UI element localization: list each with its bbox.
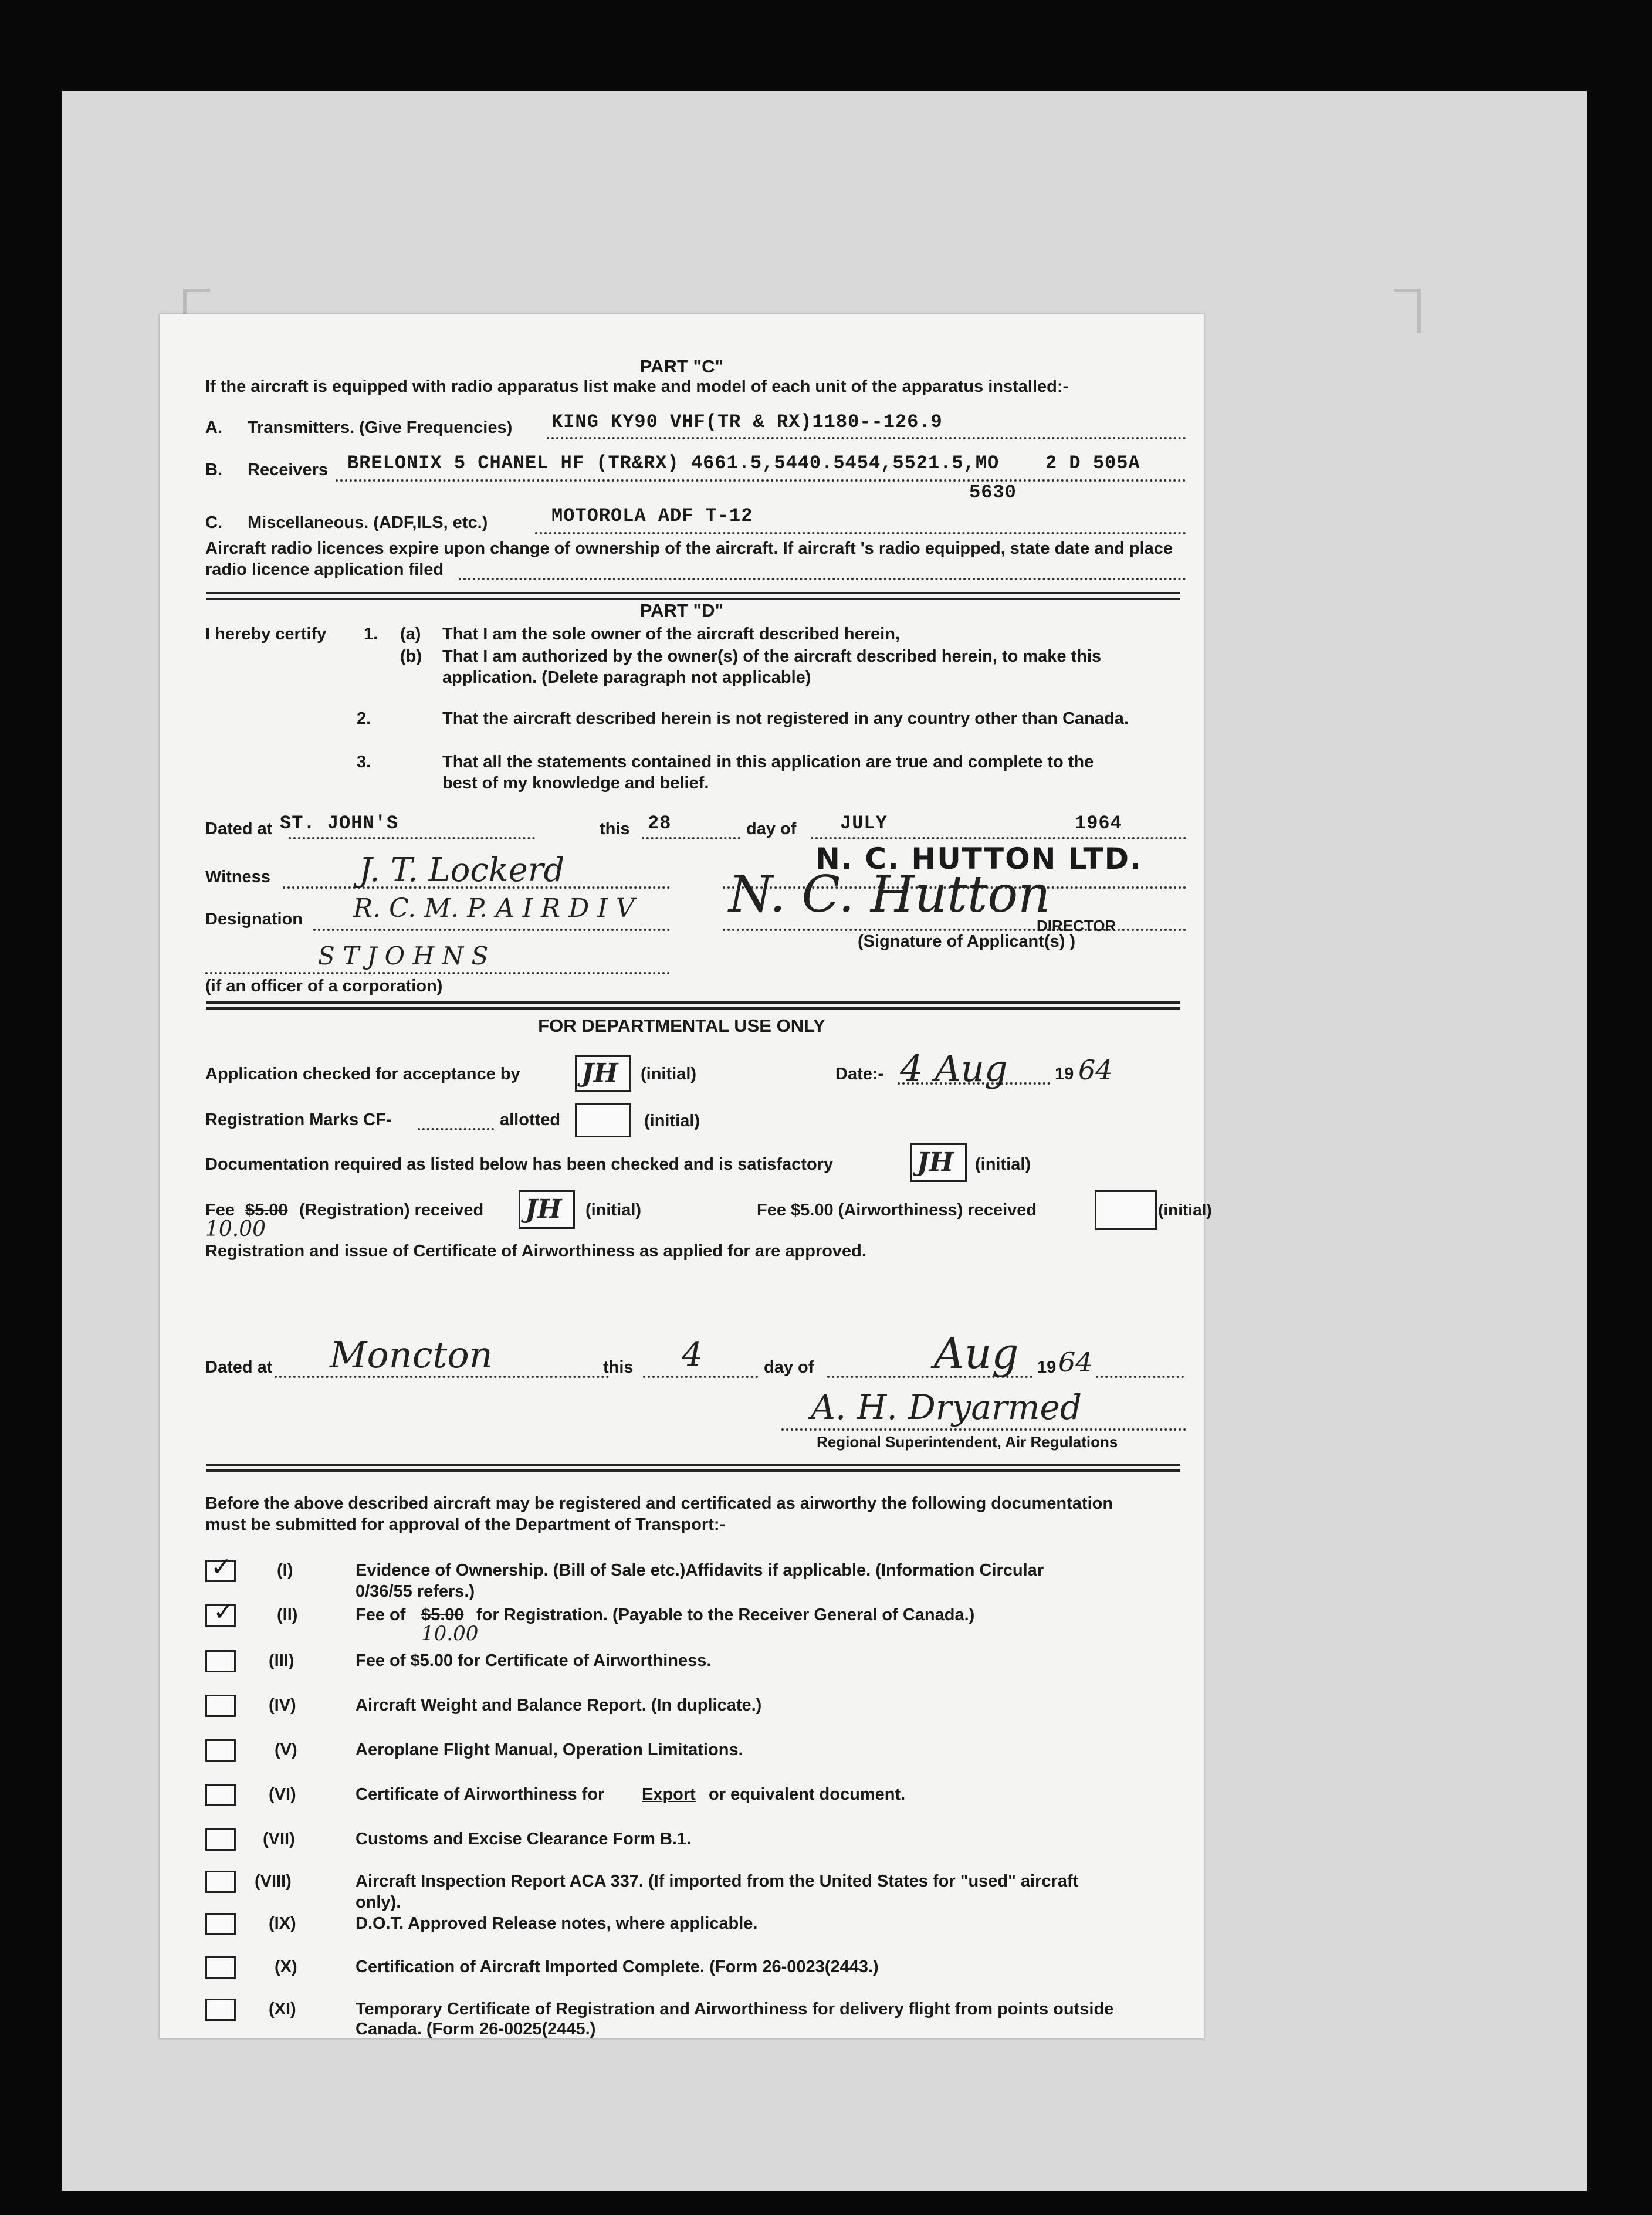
initial-label-5: (initial)	[1158, 1201, 1212, 1219]
doc-text-2b: for Registration. (Payable to the Receiver General of Canada.)	[476, 1606, 975, 1624]
doc-checkbox-8[interactable]	[205, 1871, 236, 1893]
certify-num-3: 3.	[357, 753, 371, 771]
part-d-heading: PART "D"	[639, 600, 724, 621]
fee-reg-initial-box[interactable]	[519, 1190, 575, 1229]
misc-value[interactable]: MOTOROLA ADF T-12	[551, 505, 753, 527]
doc-checkbox-11[interactable]	[205, 1999, 236, 2021]
transmitters-label: Transmitters. (Give Frequencies)	[248, 418, 513, 437]
doc-num-8: (VIII)	[255, 1872, 292, 1891]
crop-mark-right	[1394, 289, 1421, 333]
dept-year[interactable]: 64	[1058, 1346, 1093, 1378]
checked-initial-box[interactable]	[575, 1055, 631, 1092]
doc-text-1: Evidence of Ownership. (Bill of Sale etc.)Affidavits if applicable. (Information Circular	[356, 1561, 1044, 1580]
certify-1b-text-2: application. (Delete paragraph not applicable)	[442, 668, 811, 687]
date-year-prefix: 19	[1055, 1065, 1074, 1083]
transmitters-value[interactable]: KING KY90 VHF(TR & RX)1180--126.9	[551, 411, 943, 433]
docs-intro-1: Before the above described aircraft may be registered and certificated as airworthy the following documentation	[205, 1494, 1113, 1513]
doc-text-10: Certification of Aircraft Imported Complete. (Form 26-0023(2443.)	[356, 1957, 879, 1976]
reg-marks-label: Registration Marks CF-	[205, 1110, 392, 1129]
doc-fee-new[interactable]: 10.00	[421, 1622, 479, 1645]
doc-text-6b: or equivalent document.	[709, 1785, 906, 1804]
doc-text-8b: only).	[356, 1893, 401, 1912]
doc-num-1: (I)	[277, 1561, 293, 1580]
doc-fee-old: $5.00	[421, 1606, 464, 1624]
transmitters-letter: A.	[205, 418, 222, 437]
receivers-value-2[interactable]: 5630	[969, 482, 1017, 503]
doc-initials: JH	[917, 1147, 954, 1177]
divider	[206, 592, 1180, 594]
dated-at-label: Dated at	[205, 819, 273, 838]
divider	[206, 1007, 1180, 1010]
certify-3-text-1: That all the statements contained in this application are true and complete to the	[442, 753, 1094, 771]
doc-checkbox-4[interactable]	[205, 1695, 236, 1717]
initial-label-3: (initial)	[975, 1155, 1031, 1174]
doc-num-6: (VI)	[269, 1785, 296, 1804]
doc-required-label: Documentation required as listed below has been checked and is satisfactory	[205, 1155, 834, 1174]
doc-text-4: Aircraft Weight and Balance Report. (In duplicate.)	[356, 1696, 762, 1715]
part-c-heading: PART "C"	[639, 356, 724, 377]
fee-old: $5.00	[245, 1201, 288, 1220]
doc-checkbox-1[interactable]	[205, 1553, 236, 1582]
designation-value-2[interactable]: S T J O H N S	[318, 941, 489, 970]
officer-note: (if an officer of a corporation)	[205, 977, 443, 995]
doc-checkbox-9[interactable]	[205, 1913, 236, 1935]
misc-label: Miscellaneous. (ADF,ILS, etc.)	[248, 513, 488, 532]
fee-reg-label: (Registration) received	[299, 1201, 484, 1220]
certify-num-1: 1.	[364, 625, 378, 643]
dept-heading: FOR DEPARTMENTAL USE ONLY	[538, 1015, 825, 1036]
doc-num-5: (V)	[275, 1740, 297, 1759]
doc-checkbox-7[interactable]	[205, 1828, 236, 1851]
doc-checkbox-10[interactable]	[205, 1956, 236, 1979]
checked-initials: JH	[581, 1058, 618, 1088]
doc-initial-box[interactable]	[910, 1143, 967, 1182]
doc-text-7: Customs and Excise Clearance Form B.1.	[356, 1830, 692, 1848]
company-stamp: N. C. HUTTON LTD.	[815, 842, 1143, 876]
dept-this-label: this	[603, 1358, 634, 1377]
doc-checkbox-5[interactable]	[205, 1739, 236, 1762]
doc-text-6u: Export	[642, 1785, 696, 1804]
certify-2-text: That the aircraft described herein is not registered in any country other than Canada.	[442, 709, 1129, 728]
fee-air-label: Fee $5.00 (Airworthiness) received	[757, 1201, 1037, 1220]
certify-1b: (b)	[400, 647, 422, 666]
doc-checkbox-3[interactable]	[205, 1650, 236, 1672]
checkmark-icon: ✓	[211, 1553, 232, 1581]
radio-note-2: radio licence application filed	[205, 560, 444, 579]
certify-num-2: 2.	[357, 709, 371, 728]
certify-3-text-2: best of my knowledge and belief.	[442, 774, 709, 792]
doc-text-8: Aircraft Inspection Report ACA 337. (If imported from the United States for "used" aircraft	[356, 1872, 1079, 1891]
superintendent-signature[interactable]: A. H. Dryarmed	[811, 1387, 1082, 1427]
doc-text-3: Fee of $5.00 for Certificate of Airworthiness.	[356, 1651, 712, 1670]
signature-label: (Signature of Applicant(s) )	[858, 932, 1076, 951]
divider	[206, 1469, 1180, 1472]
doc-num-2: (II)	[277, 1606, 298, 1624]
fee-label: Fee	[205, 1201, 235, 1220]
receivers-label: Receivers	[248, 460, 329, 479]
dept-month[interactable]: Aug	[934, 1329, 1019, 1378]
receivers-letter: B.	[205, 460, 222, 479]
doc-num-9: (IX)	[269, 1914, 296, 1933]
certify-label: I hereby certify	[205, 625, 327, 643]
date-label: Date:-	[835, 1065, 884, 1083]
doc-text-5: Aeroplane Flight Manual, Operation Limitations.	[356, 1740, 743, 1759]
designation-value[interactable]: R. C. M. P. A I R D I V	[353, 893, 635, 923]
director-label: DIRECTOR	[1037, 917, 1116, 934]
reg-marks-initial-box[interactable]	[575, 1103, 631, 1137]
dept-place[interactable]: Moncton	[330, 1333, 493, 1376]
dept-year-prefix: 19	[1037, 1358, 1057, 1377]
doc-num-3: (III)	[269, 1651, 294, 1670]
fee-new[interactable]: 10.00	[205, 1217, 266, 1241]
application-form	[160, 314, 1212, 2038]
dept-day-of-label: day of	[764, 1358, 814, 1377]
designation-label: Designation	[205, 910, 303, 929]
dept-dated-at-label: Dated at	[205, 1358, 273, 1377]
superintendent-label: Regional Superintendent, Air Regulations	[817, 1433, 1118, 1451]
dept-day[interactable]: 4	[682, 1336, 703, 1374]
approved-label: Registration and issue of Certificate of Airworthiness as applied for are approved.	[205, 1242, 866, 1261]
witness-signature[interactable]: J. T. Lockerd	[359, 851, 565, 889]
fee-air-initial-box[interactable]	[1095, 1190, 1157, 1230]
initial-label-2: (initial)	[644, 1112, 700, 1130]
applicant-signature[interactable]: N. C. Hutton	[729, 865, 1051, 924]
day-of-label: day of	[746, 819, 797, 838]
certify-1b-text-1: That I am authorized by the owner(s) of the aircraft described herein, to make this	[442, 647, 1102, 666]
date-year[interactable]: 64	[1078, 1054, 1113, 1086]
doc-text-9: D.O.T. Approved Release notes, where applicable.	[356, 1914, 758, 1933]
doc-checkbox-6[interactable]	[205, 1784, 236, 1806]
initial-label: (initial)	[641, 1065, 697, 1083]
doc-text-6a: Certificate of Airworthiness for	[356, 1785, 605, 1804]
doc-num-11: (XI)	[269, 2000, 296, 2018]
docs-intro-2: must be submitted for approval of the Department of Transport:-	[205, 1515, 726, 1534]
doc-text-11b: Canada. (Form 26-0025(2445.)	[356, 2020, 596, 2038]
doc-checkbox-2[interactable]	[205, 1597, 236, 1627]
certify-1a: (a)	[400, 625, 421, 643]
fee-reg-initials: JH	[525, 1194, 562, 1224]
date-value[interactable]: 4 Aug	[900, 1047, 1008, 1090]
part-c-intro: If the aircraft is equipped with radio apparatus list make and model of each unit of the apparatus installed:-	[205, 377, 1069, 396]
checkmark-icon: ✓	[213, 1597, 235, 1626]
doc-num-10: (X)	[275, 1957, 297, 1976]
initial-label-4: (initial)	[585, 1201, 642, 1220]
radio-note-1: Aircraft radio licences expire upon change of ownership of the aircraft. If aircraft 's radio equipped, state date and place	[205, 539, 1173, 558]
doc-text-1b: 0/36/55 refers.)	[356, 1582, 475, 1601]
year-value[interactable]: 1964	[1075, 812, 1122, 834]
doc-num-4: (IV)	[269, 1696, 296, 1715]
checked-label: Application checked for acceptance by	[205, 1065, 520, 1083]
divider	[206, 1464, 1180, 1466]
dated-at-place[interactable]: ST. JOHN'S	[280, 812, 399, 834]
day-number[interactable]: 28	[648, 812, 672, 834]
doc-text-11: Temporary Certificate of Registration and Airworthiness for delivery flight from points outside	[356, 2000, 1114, 2018]
month-value[interactable]: JULY	[840, 812, 888, 834]
certify-1a-text: That I am the sole owner of the aircraft described herein,	[442, 625, 900, 643]
witness-label: Witness	[205, 868, 270, 886]
divider	[206, 1001, 1180, 1004]
receivers-value-tail[interactable]: 2 D 505A	[1045, 452, 1140, 474]
doc-num-7: (VII)	[263, 1830, 295, 1848]
allotted-label: allotted	[500, 1110, 561, 1129]
receivers-value[interactable]: BRELONIX 5 CHANEL HF (TR&RX) 4661.5,5440.5454,5521.5,MO	[347, 452, 1000, 474]
doc-text-2a: Fee of	[356, 1606, 406, 1624]
this-label: this	[600, 819, 630, 838]
misc-letter: C.	[205, 513, 222, 532]
